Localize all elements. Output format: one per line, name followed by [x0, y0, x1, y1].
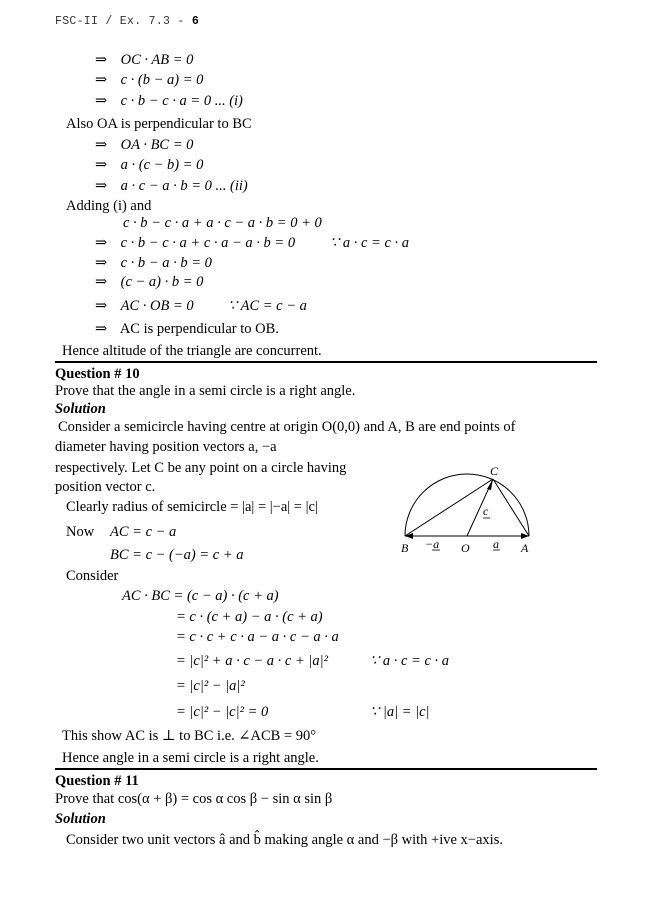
proof-line-9 [123, 214, 322, 232]
implies-arrow: ⇒ [95, 157, 108, 173]
proof-line-1-text: OC · AB = 0 [120, 52, 194, 68]
proof-line-3 [95, 92, 243, 110]
header-ref: FSC-II / Ex. 7.3 - [55, 15, 192, 28]
proof-line-12 [95, 273, 203, 291]
proof-conclusion-text: Hence altitude of the triangle are concurrent. [62, 343, 322, 359]
proof-line-13-text: AC · OB = 0 [120, 298, 194, 314]
label-C: C [490, 464, 499, 478]
q10-now-label: Now [66, 524, 95, 540]
proof-line-10-reason-text: ∵ a · c = c · a [330, 235, 410, 251]
implies-arrow: ⇒ [95, 255, 108, 271]
q10-eq-6: = |c|² − |c|² = 0 [176, 704, 269, 720]
proof-line-13-reason [228, 297, 307, 315]
implies-arrow: ⇒ [95, 52, 108, 68]
proof-line-4-text: Also OA is perpendicular to BC [66, 116, 252, 132]
q10-eq-3: = c · c + c · a − a · c − a · a [176, 629, 339, 645]
label-c-vector: c [483, 504, 489, 518]
proof-line-1 [95, 51, 193, 69]
page-header [55, 15, 199, 28]
proof-line-10 [95, 234, 295, 252]
q10-eq-4: = |c|² + a · c − a · c + |a|² [176, 653, 328, 669]
q10-eq-1: AC · BC = (c − a) · (c + a) [122, 588, 279, 604]
proof-line-12-text: (c − a) · b = 0 [120, 274, 204, 290]
implies-arrow: ⇒ [95, 321, 108, 337]
q10-eq-4-reason: ∵ a · c = c · a [370, 653, 450, 669]
semicircle-diagram [395, 460, 545, 560]
q10-bc-eq: BC = c − (−a) = c + a [110, 547, 244, 563]
implies-arrow: ⇒ [95, 178, 108, 194]
proof-line-11 [95, 254, 212, 272]
q10-consider: Consider [66, 568, 119, 584]
proof-line-2 [95, 71, 203, 89]
chord-ac [493, 479, 529, 536]
label-a-vector: a [493, 537, 499, 551]
proof-line-5-text: OA · BC = 0 [120, 137, 194, 153]
implies-arrow: ⇒ [95, 72, 108, 88]
proof-line-6 [95, 156, 203, 174]
q11-paragraph-line-1: Consider two unit vectors â and b̂ making angle α and −β with +ive x−axis. [66, 832, 503, 848]
q10-radius-line: Clearly radius of semicircle = |a| = |−a| = |c| [66, 499, 318, 515]
section-divider [55, 768, 597, 770]
proof-conclusion [62, 342, 322, 360]
label-O: O [461, 541, 470, 555]
proof-line-8 [66, 197, 151, 215]
proof-line-13 [95, 297, 194, 315]
proof-line-9-text: c · b − c · a + a · c − a · b = 0 + 0 [123, 215, 322, 231]
proof-line-7 [95, 177, 248, 195]
q10-show-line: This show AC is ⊥ to BC i.e. ∠ACB = 90° [62, 728, 317, 744]
proof-line-3-text: c · b − c · a = 0 ... (i) [120, 93, 243, 109]
label-A: A [521, 541, 529, 555]
q10-eq-6-reason: ∵ |a| = |c| [370, 704, 430, 720]
q11-solution-label: Solution [55, 811, 106, 827]
q10-eq-5: = |c|² − |a|² [176, 678, 245, 694]
q11-statement: Prove that cos(α + β) = cos α cos β − sin α sin β [55, 791, 333, 807]
q10-paragraph-line-1: Consider a semicircle having centre at origin O(0,0) and A, B are end points of [58, 419, 516, 435]
header-page-number: 6 [191, 15, 200, 28]
implies-arrow: ⇒ [95, 93, 108, 109]
q10-eq-2: = c · (c + a) − a · (c + a) [176, 609, 323, 625]
proof-line-8-text: Adding (i) and [66, 198, 152, 214]
q10-paragraph-line-3: respectively. Let C be any point on a circle having [55, 460, 347, 476]
q11-heading: Question # 11 [55, 773, 139, 789]
label-neg-a: −a [425, 537, 440, 551]
q10-heading: Question # 10 [55, 366, 140, 382]
implies-arrow: ⇒ [95, 298, 108, 314]
q10-paragraph-line-2: diameter having position vectors a, −a [55, 439, 277, 455]
proof-line-7-text: a · c − a · b = 0 ... (ii) [120, 178, 248, 194]
proof-line-10-reason [330, 234, 409, 252]
proof-line-6-text: a · (c − b) = 0 [120, 157, 204, 173]
proof-line-4 [66, 115, 252, 133]
implies-arrow: ⇒ [95, 137, 108, 153]
semicircle-arc [405, 474, 529, 536]
section-divider [55, 361, 597, 363]
q10-paragraph-line-4: position vector c. [55, 479, 156, 495]
proof-line-5 [95, 136, 193, 154]
proof-line-10-text: c · b − c · a + c · a − a · b = 0 [120, 235, 296, 251]
proof-line-2-text: c · (b − a) = 0 [120, 72, 204, 88]
implies-arrow: ⇒ [95, 235, 108, 251]
q10-ac-eq: AC = c − a [110, 524, 177, 540]
label-B: B [401, 541, 409, 555]
implies-arrow: ⇒ [95, 274, 108, 290]
q10-conclusion: Hence angle in a semi circle is a right angle. [62, 750, 319, 766]
proof-line-14-text: AC is perpendicular to OB. [119, 321, 279, 337]
proof-line-14 [95, 320, 279, 338]
q10-statement: Prove that the angle in a semi circle is a right angle. [55, 383, 356, 399]
proof-line-11-text: c · b − a · b = 0 [120, 255, 212, 271]
proof-line-13-reason-text: ∵ AC = c − a [228, 298, 307, 314]
q10-solution-label: Solution [55, 401, 106, 417]
